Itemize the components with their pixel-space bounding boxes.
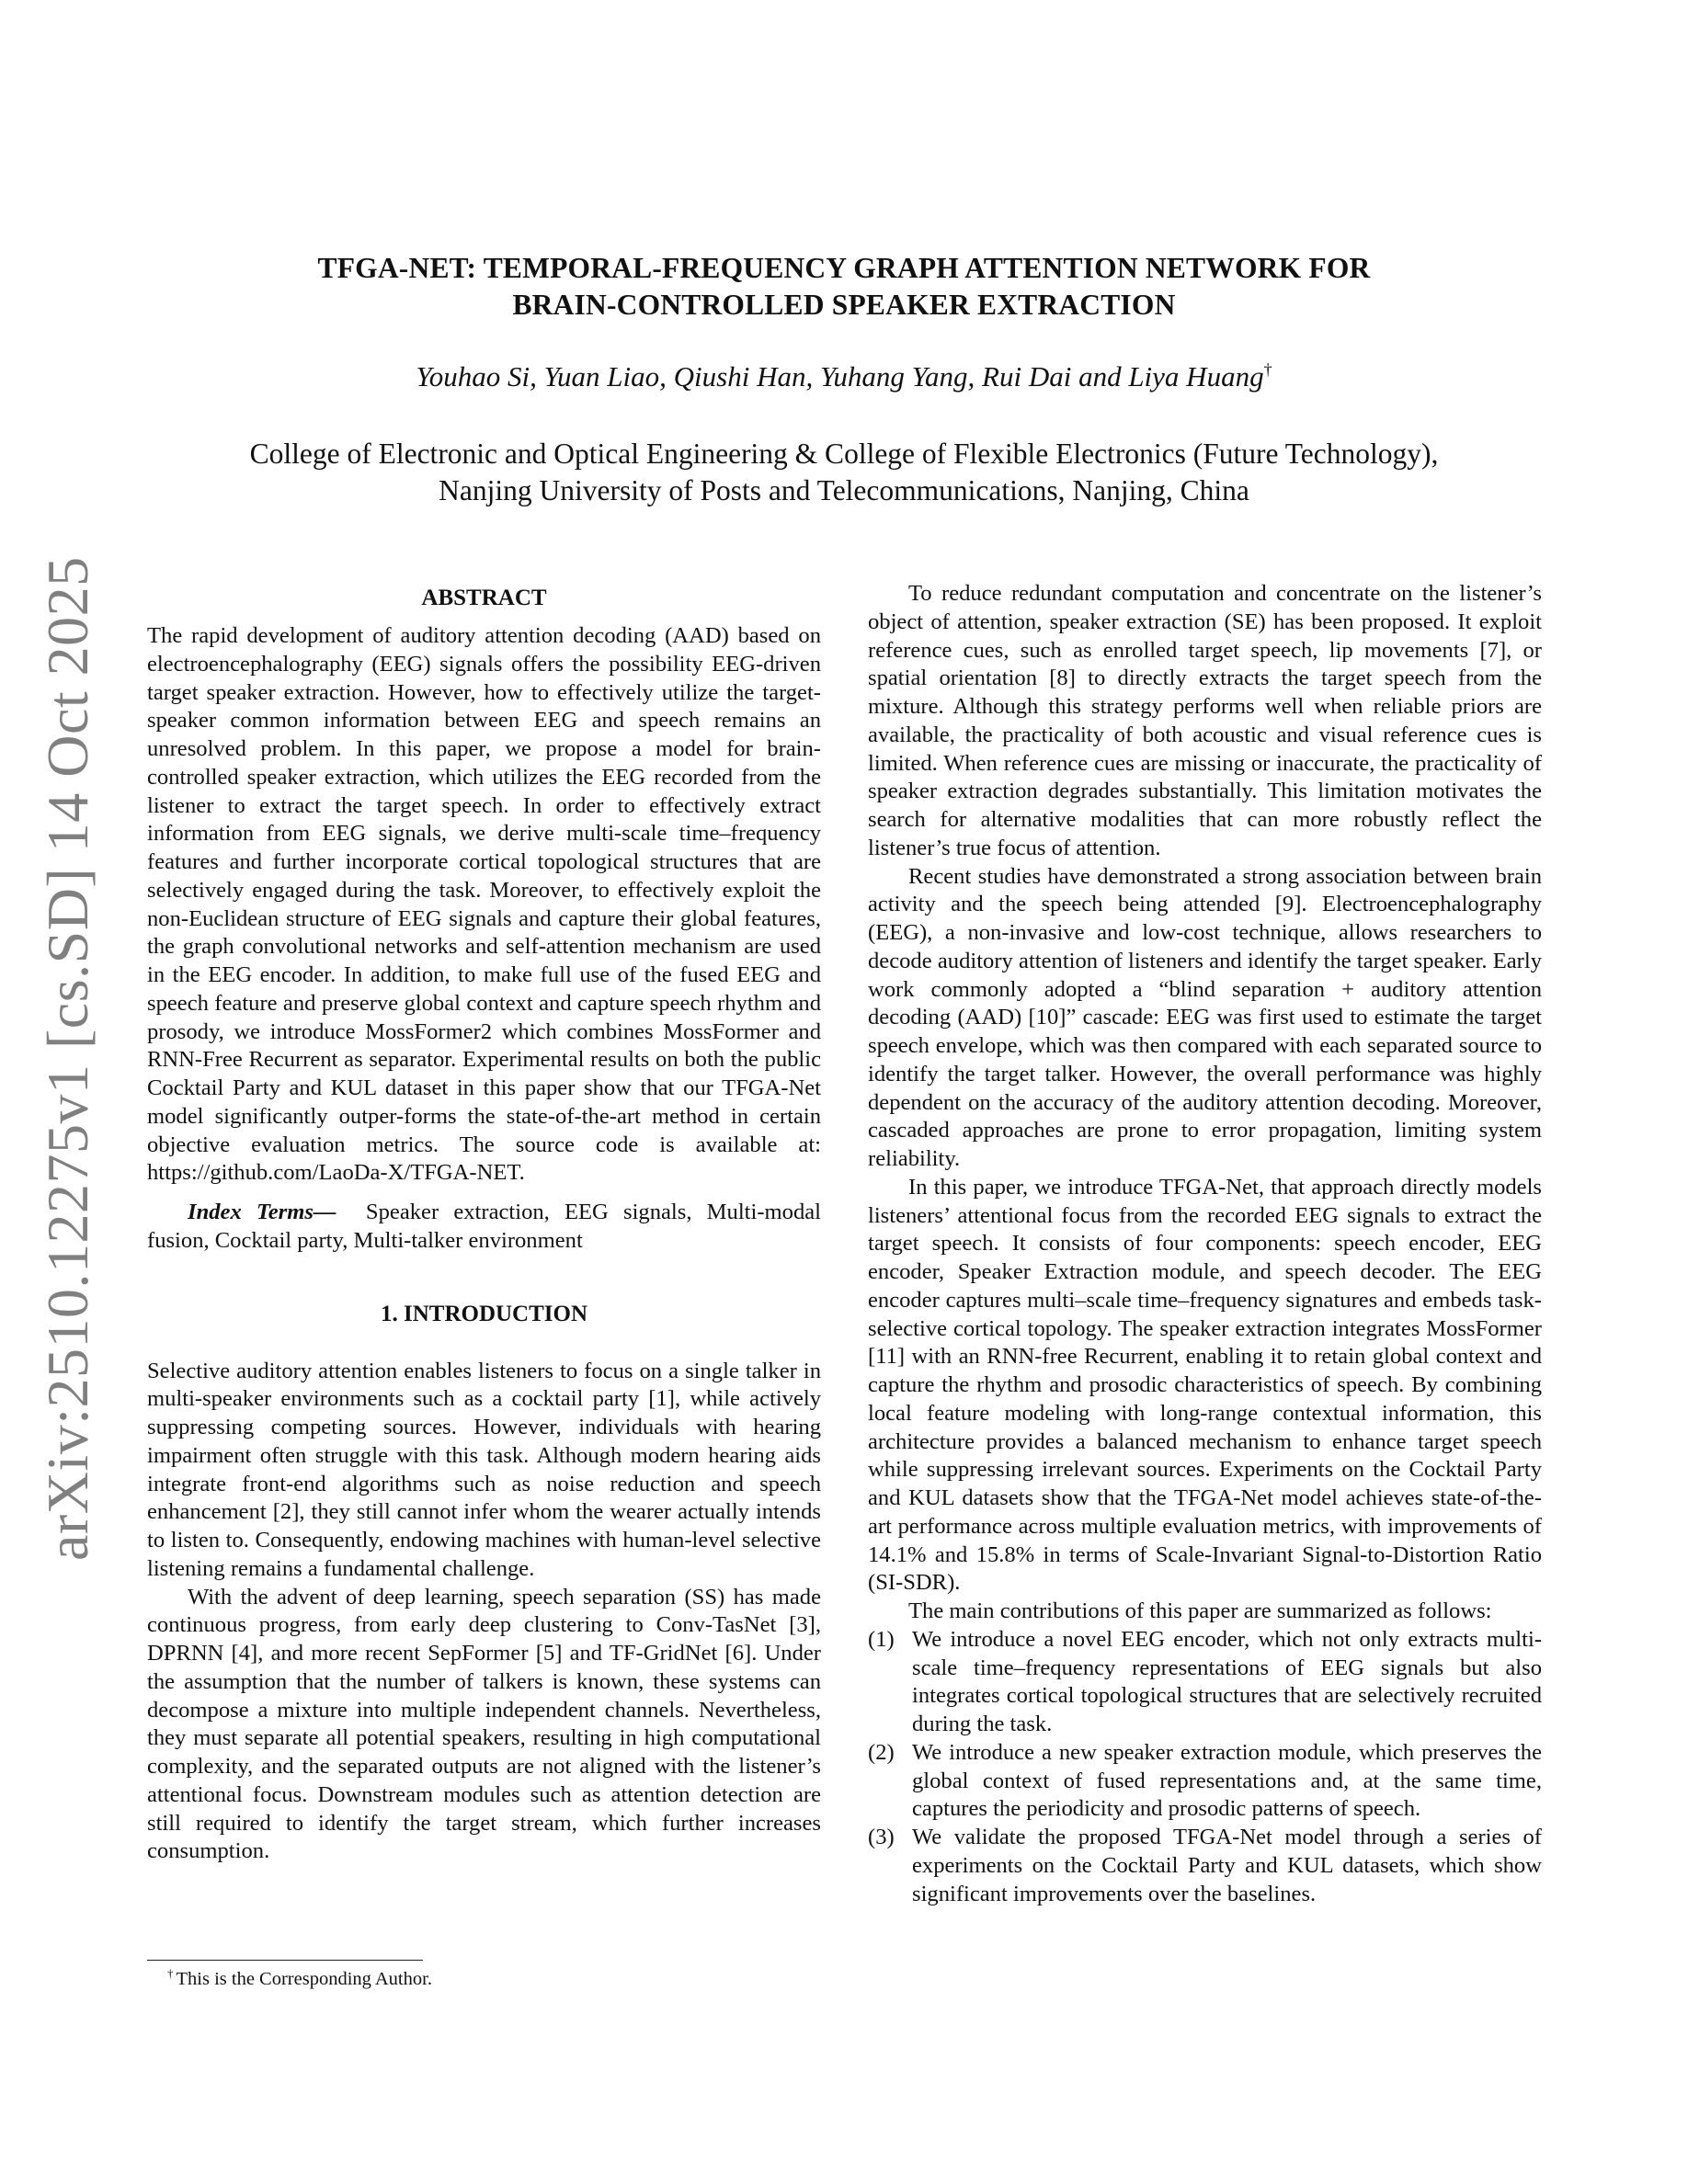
title-line-1: TFGA-NET: TEMPORAL-FREQUENCY GRAPH ATTENTION NETWORK FOR bbox=[317, 252, 1371, 284]
title-line-2: BRAIN-CONTROLLED SPEAKER EXTRACTION bbox=[512, 289, 1176, 321]
footnote-mark: † bbox=[167, 1966, 174, 1980]
affiliation bbox=[138, 436, 1550, 509]
index-terms-list: Speaker extraction, EEG signals, Multi-modal fusion, Cocktail party, Multi-talker environment bbox=[147, 1200, 822, 1253]
contribution-number: (2) bbox=[868, 1739, 895, 1765]
footnote-divider bbox=[147, 1960, 423, 1961]
right-column bbox=[868, 580, 1542, 1908]
contribution-item bbox=[868, 1739, 1542, 1824]
contribution-text: We validate the proposed TFGA-Net model through a series of experiments on the Cocktail Party and KUL datasets, which show significant improvements over the baselines. bbox=[912, 1825, 1542, 1906]
intro-paragraph-5: In this paper, we introduce TFGA-Net, that approach directly models listeners’ attentional focus from the recorded EEG signals to extract the target speech. It consists of four components: speech encoder, EEG encoder, Speaker Extraction module, and speech decoder. The EEG encoder captures multi–scale time–frequency signatures and embeds task-selective cortical topology. The speaker extraction integrates MossFormer [11] with an RNN-free Recurrent, enabling it to retain global context and capture the rhythm and prosodic characteristics of speech. By combining local feature modeling with long-range contextual information, this architecture provides a balanced mechanism to enhance target speech while suppressing irrelevant sources. Experiments on the Cocktail Party and KUL datasets show that the TFGA-Net model achieves state-of-the-art performance across multiple evaluation metrics, with improvements of 14.1% and 15.8% in terms of Scale-Invariant Signal-to-Distortion Ratio (SI-SDR). bbox=[868, 1174, 1542, 1596]
affiliation-line-2: Nanjing University of Posts and Telecommunications, Nanjing, China bbox=[439, 474, 1249, 506]
index-terms bbox=[147, 1199, 821, 1256]
paper-title bbox=[184, 250, 1504, 324]
intro-paragraph-1: Selective auditory attention enables listeners to focus on a single talker in multi-speaker environments such as a cocktail party [1], while actively suppressing competing sources. However, individuals with hearing impairment often struggle with this task. Although modern hearing aids integrate front-end algorithms such as noise reduction and speech enhancement [2], they still cannot infer whom the wearer actually intends to listen to. Consequently, endowing machines with human-level selective listening remains a fundamental challenge. bbox=[147, 1358, 821, 1581]
contribution-text: We introduce a novel EEG encoder, which not only extracts multi-scale time–frequency representations of EEG signals but also integrates cortical topological structures that are selectively recruited during the task. bbox=[912, 1626, 1542, 1736]
contribution-number: (1) bbox=[868, 1626, 895, 1652]
affiliation-line-1: College of Electronic and Optical Engineering & College of Flexible Electronics (Future Technology), bbox=[249, 438, 1439, 470]
index-terms-label: Index Terms— bbox=[188, 1200, 336, 1224]
footnote-text: This is the Corresponding Author. bbox=[176, 1969, 432, 1989]
author-list bbox=[184, 360, 1504, 393]
intro-paragraph-2: With the advent of deep learning, speech separation (SS) has made continuous progress, from early deep clustering to Conv-TasNet [3], DPRNN [4], and more recent SepFormer [5] and TF-GridNet [6]. Under the assumption that the number of talkers is known, these systems can decompose a mixture into multiple independent channels. Nevertheless, they must separate all potential speakers, resulting in high computational complexity, and the separated outputs are not aligned with the listener’s attentional focus. Downstream modules such as attention detection are still required to identify the target stream, which further increases consumption. bbox=[147, 1584, 821, 1864]
contribution-text: We introduce a new speaker extraction module, which preserves the global context of fused representations and, at the same time, captures the periodicity and prosodic patterns of speech. bbox=[912, 1739, 1542, 1822]
intro-paragraph-4: Recent studies have demonstrated a strong association between brain activity and the speech being attended [9]. Electroencephalography (EEG), a non-invasive and low-cost technique, allows researchers to decode auditory attention of listeners and identify the target speaker. Early work commonly adopted a “blind separation + auditory attention decoding (AAD) [10]” cascade: EEG was first used to estimate the target speech envelope, which was then compared with each separated source to identify the target talker. However, the overall performance was highly dependent on the accuracy of the auditory attention decoding. Moreover, cascaded approaches are prone to error propagation, limiting system reliability. bbox=[868, 863, 1542, 1171]
contribution-item bbox=[868, 1626, 1542, 1739]
arxiv-identifier-stamp: arXiv:2510.12275v1 [cs.SD] 14 Oct 2025 bbox=[35, 556, 100, 1561]
contribution-item bbox=[868, 1824, 1542, 1908]
corresponding-author-mark: † bbox=[1263, 360, 1272, 379]
introduction-heading: 1. INTRODUCTION bbox=[380, 1301, 588, 1326]
contributions-list bbox=[868, 1626, 1542, 1909]
contribution-number: (3) bbox=[868, 1825, 895, 1849]
abstract-heading: ABSTRACT bbox=[421, 586, 547, 610]
footnote bbox=[147, 1967, 811, 1991]
intro-paragraph-3: To reduce redundant computation and concentrate on the listener’s object of attention, speaker extraction (SE) has been proposed. It exploit reference cues, such as enrolled target speech, lip movements [7], or spatial orientation [8] to directly extracts the target speech from the mixture. Although this strategy performs well when reliable priors are available, the practicality of both acoustic and visual reference cues is limited. When reference cues are missing or inaccurate, the practicality of speaker extraction degrades substantially. This limitation motivates the search for alternative modalities that can more robustly reflect the listener’s true focus of attention. bbox=[868, 581, 1542, 860]
abstract-text: The rapid development of auditory attention decoding (AAD) based on electroencephalography (EEG) signals offers the possibility EEG-driven target speaker extraction. However, how to effectively utilize the target-speaker common information between EEG and speech remains an unresolved problem. In this paper, we propose a model for brain-controlled speaker extraction, which utilizes the EEG recorded from the listener to extract the target speech. In order to effectively extract information from EEG signals, we derive multi-scale time–frequency features and further incorporate cortical topological structures that are selectively engaged during the task. Moreover, to effectively exploit the non-Euclidean structure of EEG signals and capture their global features, the graph convolutional networks and self-attention mechanism are used in the EEG encoder. In addition, to make full use of the fused EEG and speech feature and preserve global context and capture speech rhythm and prosody, we introduce MossFormer2 which combines MossFormer and RNN-Free Recurrent as separator. Experimental results on both the public Cocktail Party and KUL dataset in this paper show that our TFGA-Net model significantly outper-forms the state-of-the-art method in certain objective evaluation metrics. The source code is available at: https://github.com/LaoDa-X/TFGA-NET. bbox=[147, 623, 821, 1186]
author-names: Youhao Si, Yuan Liao, Qiushi Han, Yuhang Yang, Rui Dai and Liya Huang bbox=[416, 360, 1264, 392]
contributions-intro: The main contributions of this paper are summarized as follows: bbox=[908, 1598, 1492, 1623]
left-column bbox=[147, 585, 821, 1866]
